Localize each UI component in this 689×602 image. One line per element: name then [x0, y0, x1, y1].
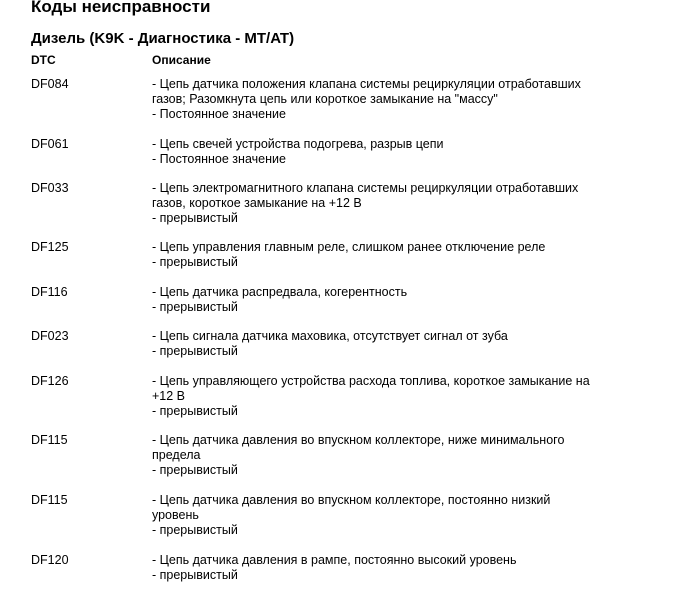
fault-description-line: - прерывистый: [152, 404, 238, 418]
fault-description-line: - Цепь датчика давления в рампе, постоянно высокий уровень: [152, 553, 517, 567]
fault-description: [152, 240, 632, 270]
fault-description-line: - Цепь датчика давления во впускном коллекторе, постоянно низкий: [152, 493, 551, 507]
fault-description-line: предела: [152, 448, 201, 462]
fault-description-line: - Цепь управляющего устройства расхода топлива, короткое замыкание на: [152, 374, 590, 388]
fault-code: DF116: [31, 285, 68, 299]
fault-description: [152, 285, 632, 315]
column-header-description: Описание: [152, 53, 211, 67]
page-title: Коды неисправности: [31, 0, 211, 16]
fault-description-line: +12 В: [152, 389, 186, 403]
fault-description-line: - прерывистый: [152, 463, 238, 477]
fault-code: DF084: [31, 77, 69, 91]
fault-description-line: - Цепь управления главным реле, слишком ранее отключение реле: [152, 240, 546, 254]
fault-description: [152, 553, 632, 583]
fault-description: [152, 433, 632, 478]
section-subtitle: Дизель (K9K - Диагностика - MT/AT): [31, 30, 295, 47]
fault-description-line: газов; Разомкнута цепь или короткое замыкание на "массу": [152, 92, 498, 106]
fault-description-line: - Постоянное значение: [152, 107, 286, 121]
fault-description-line: газов, короткое замыкание на +12 В: [152, 196, 362, 210]
column-header-dtc: DTC: [31, 53, 56, 67]
fault-description: [152, 181, 632, 226]
fault-description-line: - Цепь свечей устройства подогрева, разрыв цепи: [152, 137, 444, 151]
fault-code: DF115: [31, 433, 68, 447]
fault-description-line: - прерывистый: [152, 255, 238, 269]
fault-description-line: уровень: [152, 508, 199, 522]
fault-description: [152, 493, 632, 538]
fault-description: [152, 77, 632, 122]
fault-description-line: - Постоянное значение: [152, 152, 286, 166]
fault-code: DF120: [31, 553, 69, 567]
fault-description-line: - Цепь электромагнитного клапана системы рециркуляции отработавших: [152, 181, 579, 195]
fault-description-line: - прерывистый: [152, 211, 238, 225]
fault-description-line: - прерывистый: [152, 344, 238, 358]
fault-description-line: - прерывистый: [152, 300, 238, 314]
fault-description-line: - Цепь датчика давления во впускном коллекторе, ниже минимального: [152, 433, 565, 447]
fault-code: DF023: [31, 329, 69, 343]
fault-code: DF115: [31, 493, 68, 507]
fault-code: DF126: [31, 374, 69, 388]
fault-description-line: - прерывистый: [152, 568, 238, 582]
fault-code: DF125: [31, 240, 69, 254]
fault-code: DF061: [31, 137, 69, 151]
fault-description: [152, 137, 632, 167]
fault-description-line: - прерывистый: [152, 523, 238, 537]
fault-description-line: - Цепь датчика положения клапана системы рециркуляции отработавших: [152, 77, 581, 91]
fault-description-line: - Цепь сигнала датчика маховика, отсутствует сигнал от зуба: [152, 329, 508, 343]
fault-description: [152, 374, 632, 419]
fault-code: DF033: [31, 181, 69, 195]
fault-description: [152, 329, 632, 359]
fault-description-line: - Цепь датчика распредвала, когерентность: [152, 285, 408, 299]
